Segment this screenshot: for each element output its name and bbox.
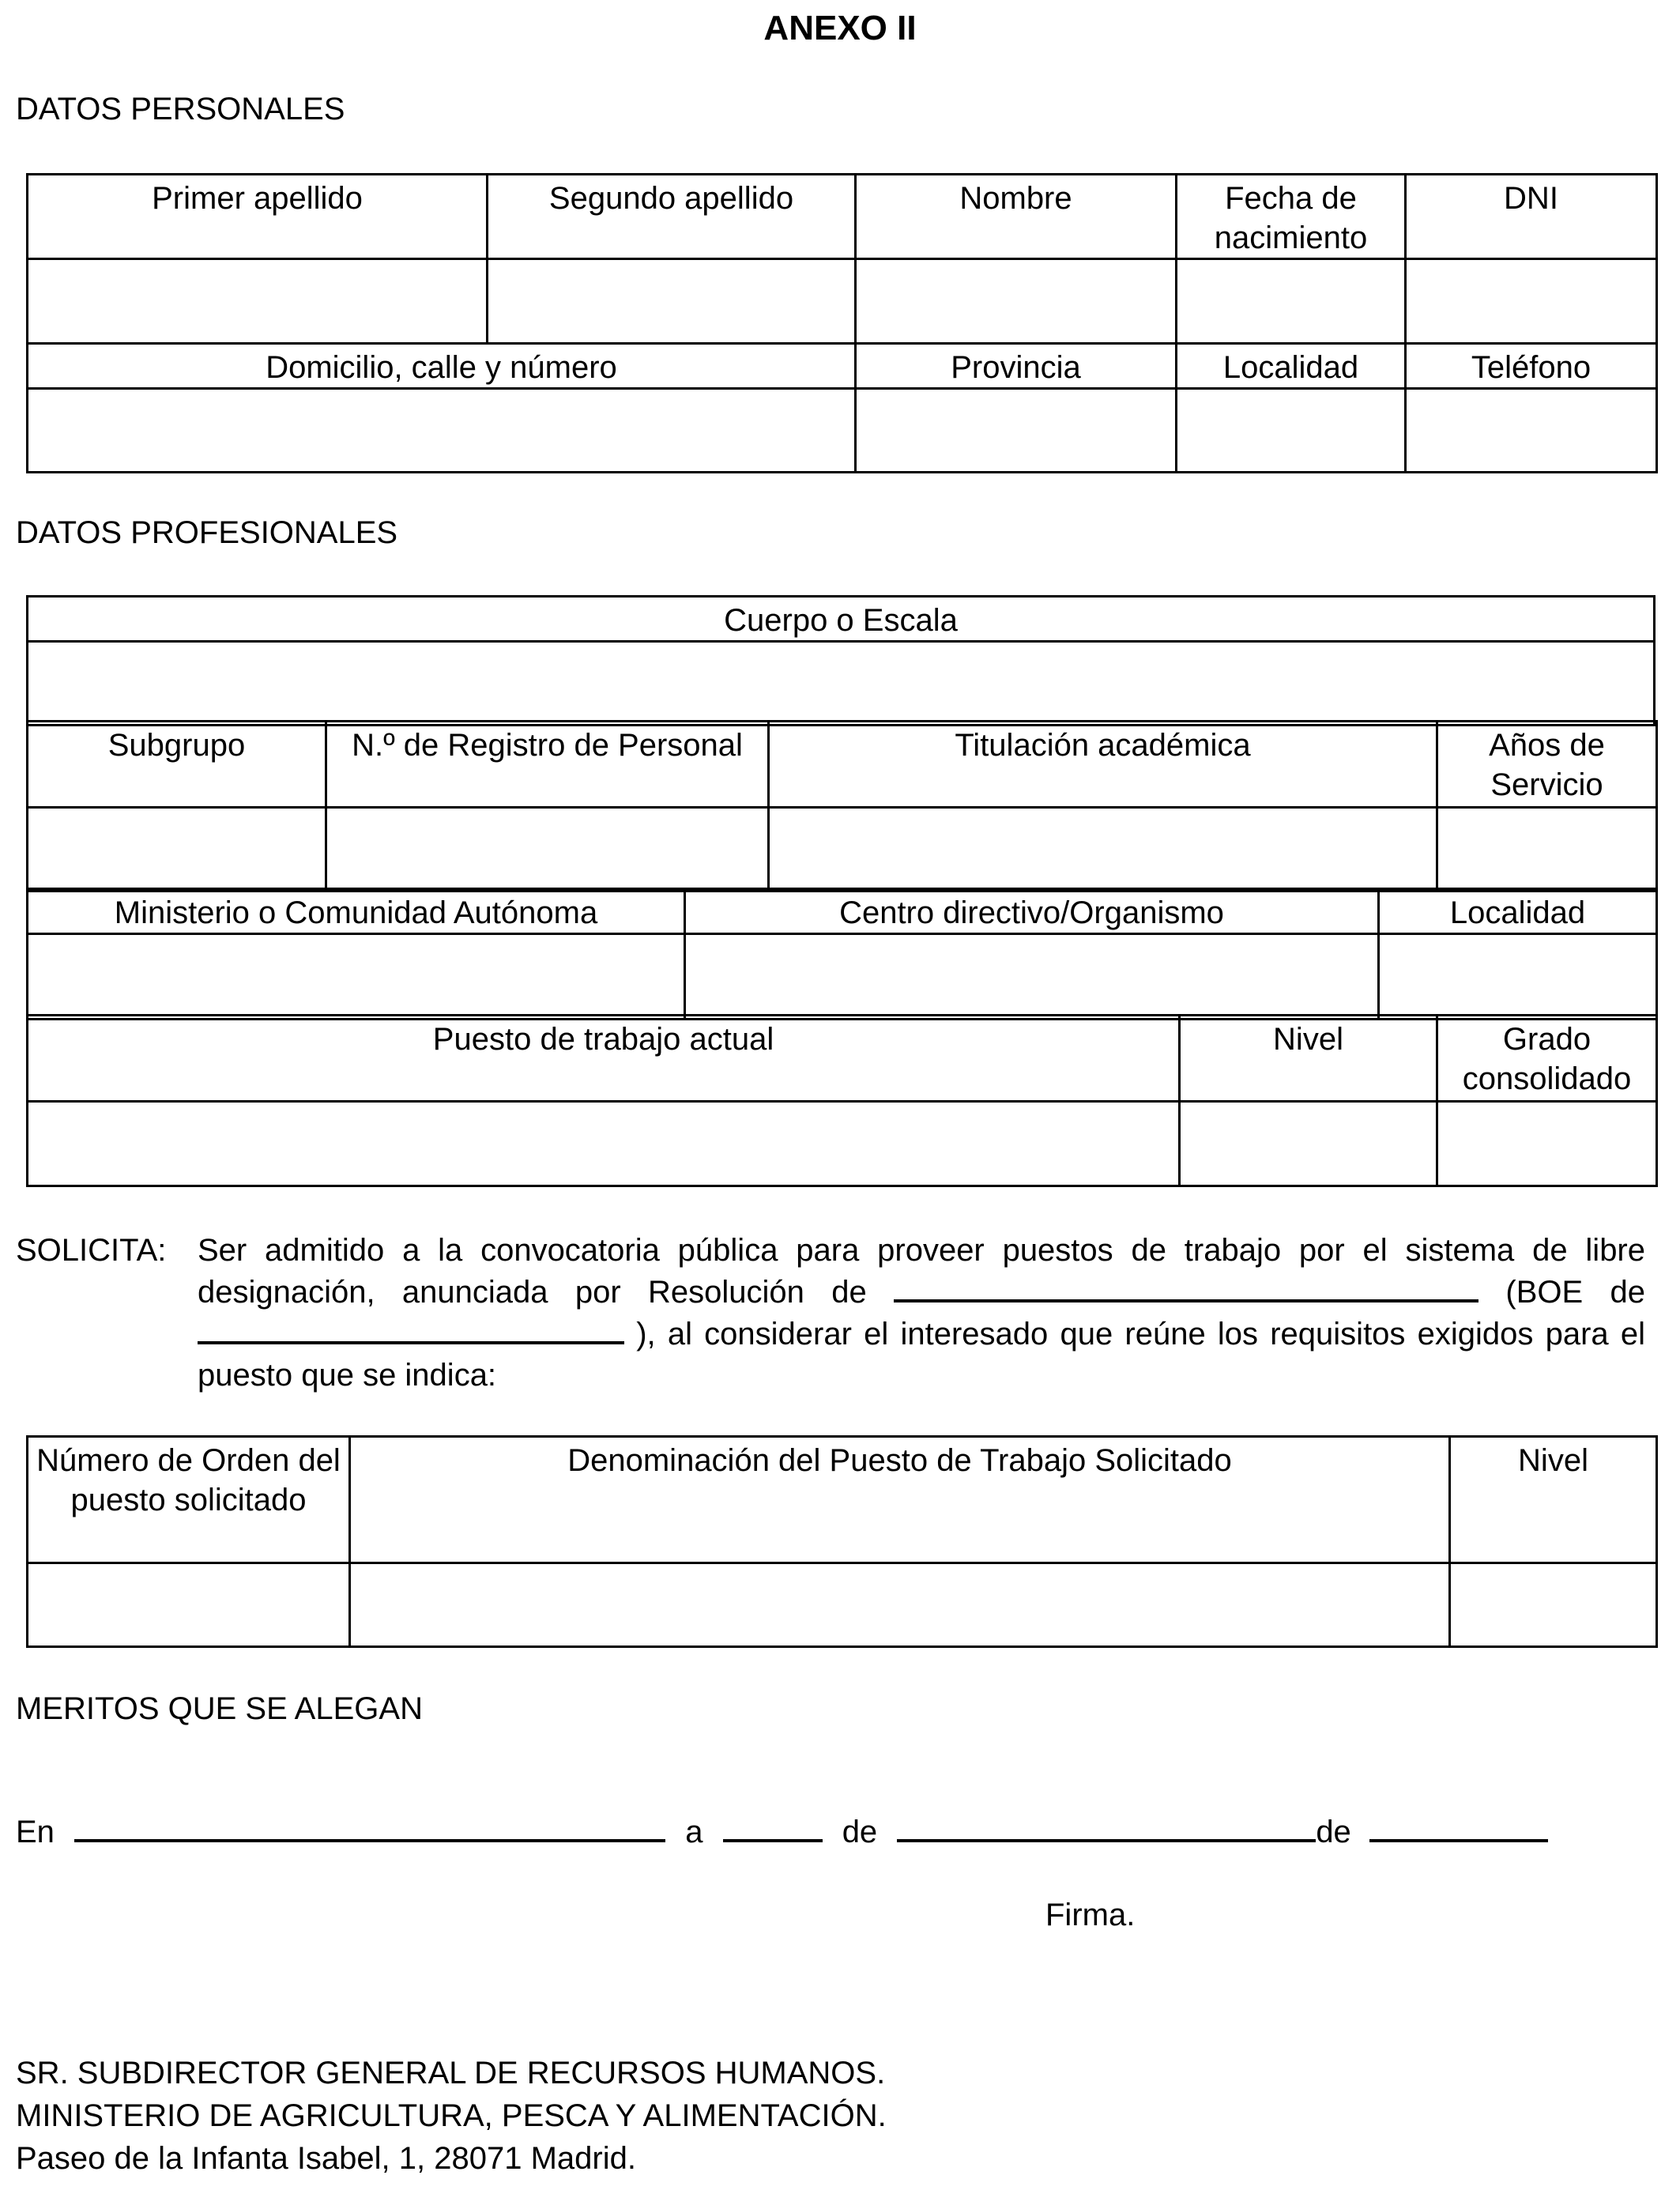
field-localidad-prof[interactable] [1379,934,1657,1020]
section-heading-personal: DATOS PERSONALES [16,92,345,126]
field-cuerpo-escala[interactable] [28,642,1655,726]
solicita-text-2: (BOE de [1505,1275,1645,1310]
header-puesto-actual: Puesto de trabajo actual [28,1016,1180,1102]
professional-ministerio-table [26,888,1658,1020]
resolucion-blank[interactable] [894,1271,1478,1302]
place-date-line [16,1811,1548,1853]
header-domicilio: Domicilio, calle y número [28,344,856,389]
header-primer-apellido: Primer apellido [28,175,488,259]
field-registro-personal[interactable] [326,808,769,892]
section-heading-professional: DATOS PROFESIONALES [16,515,398,550]
lugar-blank[interactable] [74,1811,665,1842]
field-provincia[interactable] [856,389,1177,473]
field-puesto-actual[interactable] [28,1102,1180,1186]
field-segundo-apellido[interactable] [488,259,856,344]
professional-subgrupo-table [26,720,1658,892]
header-telefono: Teléfono [1406,344,1657,389]
personal-data-table [26,173,1658,473]
page-title: ANEXO II [763,9,917,47]
de-label-1: de [842,1815,878,1849]
dia-blank[interactable] [723,1811,823,1842]
professional-cuerpo-table [26,595,1656,726]
field-nivel-solicitado[interactable] [1450,1563,1657,1647]
puesto-solicitado-table [26,1435,1658,1648]
field-titulacion[interactable] [769,808,1437,892]
header-subgrupo: Subgrupo [28,722,326,808]
header-registro-personal: N.º de Registro de Personal [326,722,769,808]
firma-label: Firma. [1045,1898,1136,1932]
professional-puesto-table [26,1014,1658,1187]
field-dni[interactable] [1406,259,1657,344]
solicita-text-3: ), al considerar el interesado que reúne los requisitos exigidos para el puesto que se indica: [198,1317,1645,1393]
field-anos-servicio[interactable] [1437,808,1657,892]
field-denominacion-puesto[interactable] [350,1563,1450,1647]
field-fecha-nacimiento[interactable] [1177,259,1406,344]
header-localidad-prof: Localidad [1379,889,1657,934]
boe-blank[interactable] [198,1313,624,1344]
field-numero-orden[interactable] [28,1563,350,1647]
header-nombre: Nombre [856,175,1177,259]
header-ministerio: Ministerio o Comunidad Autónoma [28,889,685,934]
header-titulacion: Titulación académica [769,722,1437,808]
header-denominacion-puesto: Denominación del Puesto de Trabajo Solicitado [350,1437,1450,1563]
address-line-1: SR. SUBDIRECTOR GENERAL DE RECURSOS HUMANOS. [16,2056,886,2090]
address-line-3: Paseo de la Infanta Isabel, 1, 28071 Madrid. [16,2141,636,2176]
field-nivel-actual[interactable] [1180,1102,1437,1186]
header-segundo-apellido: Segundo apellido [488,175,856,259]
header-fecha-nacimiento: Fecha de nacimiento [1177,175,1406,259]
mes-blank[interactable] [897,1811,1316,1842]
field-localidad[interactable] [1177,389,1406,473]
a-label: a [685,1815,703,1849]
header-localidad: Localidad [1177,344,1406,389]
field-primer-apellido[interactable] [28,259,488,344]
header-numero-orden: Número de Orden del puesto solicitado [28,1437,350,1563]
solicita-label: SOLICITA: [16,1233,167,1268]
address-line-2: MINISTERIO DE AGRICULTURA, PESCA Y ALIMENTACIÓN. [16,2098,887,2133]
field-subgrupo[interactable] [28,808,326,892]
solicita-paragraph [198,1230,1645,1396]
header-cuerpo-escala: Cuerpo o Escala [28,597,1655,642]
section-heading-meritos: MERITOS QUE SE ALEGAN [16,1691,423,1726]
header-centro-directivo: Centro directivo/Organismo [685,889,1379,934]
field-grado-consolidado[interactable] [1437,1102,1657,1186]
header-anos-servicio: Años de Servicio [1437,722,1657,808]
field-nombre[interactable] [856,259,1177,344]
field-domicilio[interactable] [28,389,856,473]
solicita-text-1: Ser admitido a la convocatoria pública para proveer puestos de trabajo por el sistema de libre designación, anunciada por Resolución de [198,1233,1645,1310]
de-label-2: de [1316,1815,1351,1849]
header-nivel-solicitado: Nivel [1450,1437,1657,1563]
en-label: En [16,1815,55,1849]
header-provincia: Provincia [856,344,1177,389]
header-nivel-actual: Nivel [1180,1016,1437,1102]
field-centro-directivo[interactable] [685,934,1379,1020]
field-telefono[interactable] [1406,389,1657,473]
header-grado-consolidado: Grado consolidado [1437,1016,1657,1102]
field-ministerio[interactable] [28,934,685,1020]
header-dni: DNI [1406,175,1657,259]
ano-blank[interactable] [1369,1811,1548,1842]
